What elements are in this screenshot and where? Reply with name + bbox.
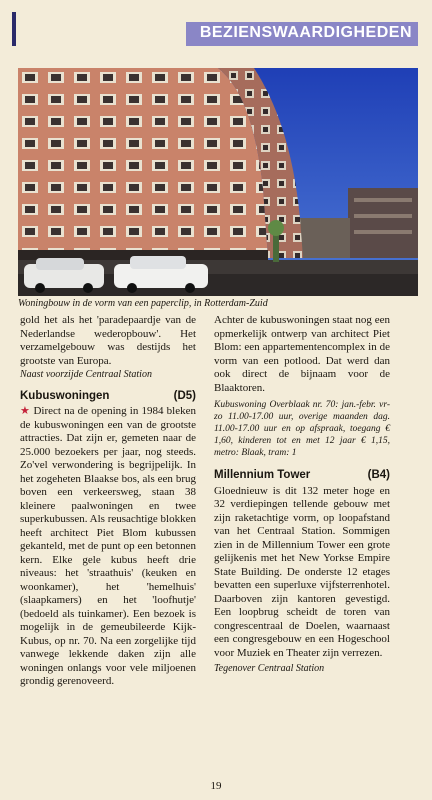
location-note: Naast voorzijde Centraal Station — [20, 369, 152, 380]
section-title: BEZIENSWAARDIGHEDEN — [199, 24, 412, 41]
section-header — [186, 22, 418, 46]
building-photo — [18, 68, 418, 296]
tower-location-note: Tegenover Centraal Station — [214, 663, 325, 674]
tower-heading — [214, 469, 390, 483]
blaaktoren-paragraph: Achter de kubuswoningen staat nog een opmerkelijk ontwerp van architect Piet Blom: een appartementencomplex in de vorm van een potlood. Dat werd dan ook direct de bijnaam voor de Blaaktoren. — [214, 314, 390, 394]
tower-paragraph: Gloednieuw is dit 132 meter hoge en 32 verdiepingen tellende gebouw met zijn raketachtige vorm, op loopafstand van het Centraal Station. Sommigen zien in de Millennium Tower een grote gelijkenis met het New Yorkse Empire State Building. De onderste 12 etages bevatten een superluxe vijfsterrenhotel. Daarboven zijn kantoren gevestigd. Een loopbrug scheidt de toren van congrescentraal de Doelen, waarnaast een congresgebouw en een Hogeschool voor Muziek en Theater zijn verrezen. — [214, 484, 390, 659]
tower-grid-code: (B4) — [367, 469, 390, 481]
kubus-heading — [20, 390, 196, 404]
right-column — [214, 314, 390, 684]
paperclip-housing-illustration — [18, 68, 418, 296]
kubus-paragraph — [20, 405, 196, 689]
kubus-visit-info: Kubuswoning Overblaak nr. 70: jan.-febr. vr-zo 11.00-17.00 uur, overige maanden dag. 11.00-17.00 uur en op afspraak, toegang € 1,60, kinderen tot en met 12 jaar € 1,15, metro: Blaak, tram: 1 — [214, 400, 390, 458]
header-accent-line — [12, 12, 16, 46]
left-column — [20, 314, 196, 689]
kubus-grid-code: (D5) — [173, 389, 196, 402]
star-icon: ★ — [20, 405, 31, 417]
intro-paragraph: gold het als het 'paradepaardje van de Nederlandse wederopbouw'. Het verzamelgebouw was destijds het grootste van Europa. — [20, 314, 196, 367]
photo-caption: Woningbouw in de vorm van een paperclip, in Rotterdam-Zuid — [18, 298, 268, 309]
page-number: 19 — [210, 780, 222, 792]
tower-title: Millennium Tower — [214, 469, 311, 481]
kubus-title: Kubuswoningen — [20, 389, 110, 402]
kubus-text: Direct na de opening in 1984 bleken de kubuswoningen een van de grootste attracties. Dat zijn er, gemeten naar de 25.000 bezoekers per jaar, nog steeds. Zo'vel verwondering is begrijpelijk. In het zogeheten Blaakse bos, als een brug boven een verkeersweg, staan 38 kleinere paalwoningen en twee superkubussen. Als reusachtige blokken heeft architect Piet Blom kubussen gekanteld, met de punt op een betonnen kern. Elke gele kubus heeft drie niveaus: het 'straathuis' (keuken en woonkamer), het 'hemelhuis' (slaapkamers) en het 'loofhutje' (bedoeld als tuinkamer). Een bezoek is mogelijk in de gemeubileerde Kijk-Kubus, op nr. 70. Na een zorgelijke tijd vanwege lekkende daken zijn alle woningen onlangs voor vele miljoenen grondig gerenoveerd. — [20, 405, 196, 687]
